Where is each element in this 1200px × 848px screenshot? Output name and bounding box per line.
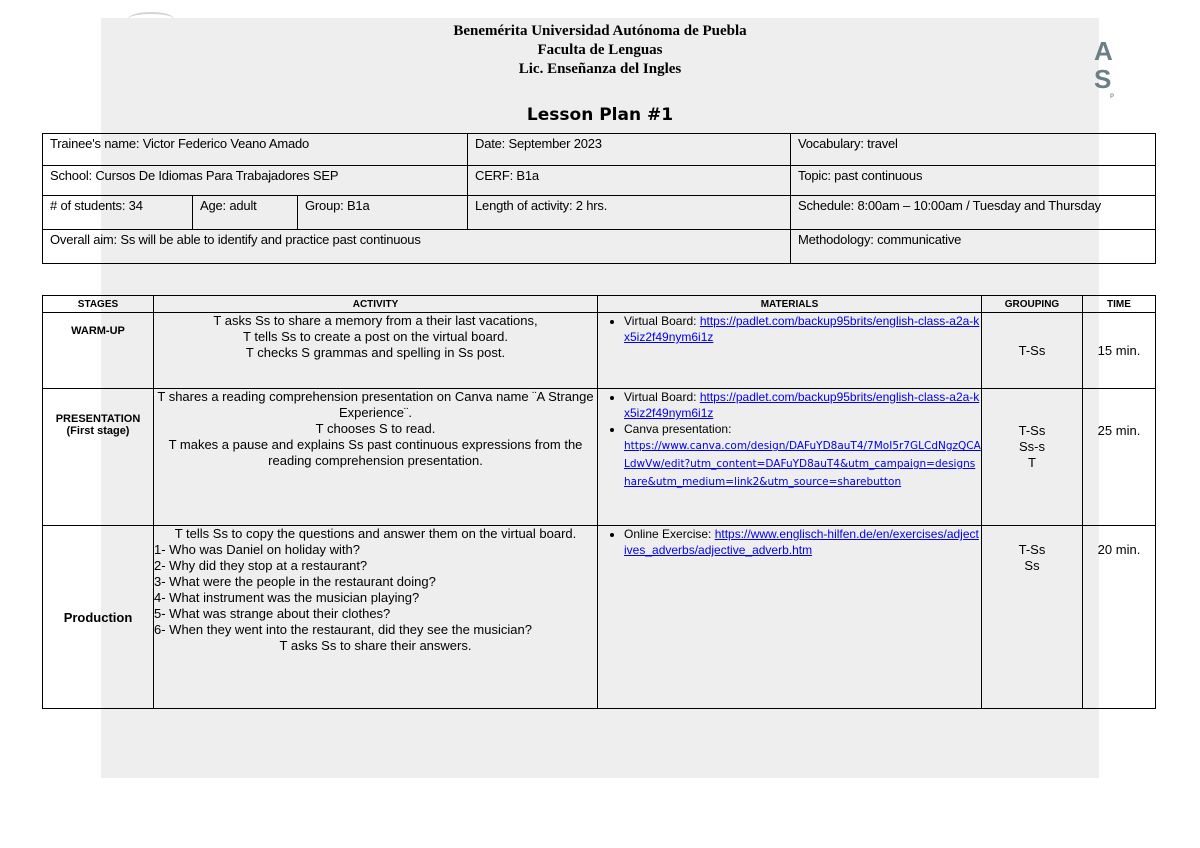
grouping-cell	[982, 389, 1083, 526]
lesson-plan-title: Lesson Plan #1	[526, 105, 674, 125]
time-cell: 20 min.	[1083, 526, 1156, 709]
document-header	[300, 22, 900, 79]
table-header-row	[43, 296, 1156, 313]
vocabulary: Vocabulary: travel	[791, 134, 1156, 166]
stage-subtitle: (First stage)	[66, 425, 130, 437]
stage-name: PRESENTATION	[55, 413, 141, 425]
stage-name: WARM-UP	[71, 325, 125, 337]
grouping-value: T-Ss	[1018, 423, 1046, 438]
info-row	[43, 230, 1156, 264]
material-item	[624, 421, 981, 491]
question-item: 3- What were the people in the restaurant doing?	[154, 574, 436, 589]
university-name: Benemérita Universidad Autónoma de Puebla	[453, 23, 747, 39]
logo-letter: A	[1094, 36, 1113, 66]
methodology: Methodology: communicative	[791, 230, 1156, 264]
activity-length: Length of activity: 2 hrs.	[468, 196, 791, 230]
activity-line: T asks Ss to share a memory from a their last vacations,	[213, 313, 538, 328]
group: Group: B1a	[298, 196, 468, 230]
activity-line: T makes a pause and explains Ss past continuous expressions from the reading comprehension presentation.	[168, 437, 583, 468]
time-cell: 15 min.	[1083, 313, 1156, 389]
exercise-link[interactable]: https://www.englisch-hilfen.de/en/exercises/adjectives_adverbs/adjective_adverb.htm	[624, 527, 979, 557]
materials-header: MATERIALS	[598, 296, 982, 313]
materials-cell	[598, 313, 982, 389]
grouping-value: Ss	[1024, 558, 1040, 573]
schedule: Schedule: 8:00am – 10:00am / Tuesday and Thursday	[791, 196, 1156, 230]
university-seal-logo	[128, 12, 174, 26]
question-list	[154, 542, 597, 638]
padlet-link[interactable]: https://padlet.com/backup95brits/english-class-a2a-kx5iz2f49nym6i1z	[624, 390, 980, 420]
stage-name: Production	[63, 609, 133, 625]
material-label: Virtual Board:	[624, 390, 700, 404]
presentation-row	[43, 389, 1156, 526]
production-row	[43, 526, 1156, 709]
stage-cell	[43, 526, 154, 709]
info-row	[43, 196, 1156, 230]
grouping-value: T-Ss	[1018, 542, 1046, 557]
materials-cell	[598, 389, 982, 526]
question-item: 2- Why did they stop at a restaurant?	[154, 558, 368, 573]
materials-cell	[598, 526, 982, 709]
date: Date: September 2023	[468, 134, 791, 166]
activity-line: T tells Ss to create a post on the virtual board.	[243, 329, 508, 344]
activity-line: T checks S grammas and spelling in Ss post.	[245, 345, 506, 360]
material-label: Canva presentation:	[624, 422, 732, 436]
material-item	[624, 313, 981, 345]
activity-line: T shares a reading comprehension presentation on Canva name ¨A Strange Experience¨.	[157, 389, 594, 420]
overall-aim: Overall aim: Ss will be able to identify and practice past continuous	[43, 230, 791, 264]
material-item	[624, 389, 981, 421]
logo-letter: P	[1110, 94, 1115, 100]
padlet-link[interactable]: https://padlet.com/backup95brits/english-class-a2a-kx5iz2f49nym6i1z	[624, 314, 980, 344]
question-item: 5- What was strange about their clothes?	[154, 606, 391, 621]
activity-line: T chooses S to read.	[315, 421, 436, 436]
faculty-logo	[1094, 38, 1122, 102]
logo-letter: S	[1094, 64, 1112, 94]
activity-line: T tells Ss to copy the questions and answer them on the virtual board.	[174, 526, 577, 541]
number-of-students: # of students: 34	[43, 196, 193, 230]
lesson-info-table	[42, 133, 1156, 264]
faculty-name: Faculta de Lenguas	[537, 42, 663, 58]
grouping-value: T	[1028, 455, 1036, 470]
material-label: Online Exercise:	[624, 527, 715, 541]
time-cell: 25 min.	[1083, 389, 1156, 526]
time-header: TIME	[1083, 296, 1156, 313]
activity-header: ACTIVITY	[154, 296, 598, 313]
activity-line: T asks Ss to share their answers.	[279, 638, 472, 653]
material-item	[624, 526, 981, 558]
cerf-level: CERF: B1a	[468, 166, 791, 196]
info-row	[43, 166, 1156, 196]
warmup-row	[43, 313, 1156, 389]
topic: Topic: past continuous	[791, 166, 1156, 196]
stages-header: STAGES	[43, 296, 154, 313]
canva-link[interactable]: https://www.canva.com/design/DAFuYD8auT4/7MoI5r7GLCdNgzQCALdwVw/edit?utm_content=DAFuYD8auT4&utm_campaign=designshare&utm_medium=link2&utm_source=sharebutton	[624, 440, 981, 488]
age: Age: adult	[193, 196, 298, 230]
lesson-stages-table	[42, 295, 1156, 709]
grouping-cell	[982, 526, 1083, 709]
trainee-name: Trainee's name: Victor Federico Veano Amado	[43, 134, 468, 166]
info-row	[43, 134, 1156, 166]
material-label: Virtual Board:	[624, 314, 700, 328]
stage-cell	[43, 389, 154, 526]
grouping-value: Ss-s	[1019, 439, 1045, 454]
stage-cell	[43, 313, 154, 389]
activity-cell	[154, 526, 598, 709]
question-item: 6- When they went into the restaurant, did they see the musician?	[154, 622, 532, 637]
program-name: Lic. Enseñanza del Ingles	[518, 61, 682, 77]
activity-cell	[154, 313, 598, 389]
school: School: Cursos De Idiomas Para Trabajadores SEP	[43, 166, 468, 196]
grouping-cell: T-Ss	[982, 313, 1083, 389]
activity-cell	[154, 389, 598, 526]
question-item: 1- Who was Daniel on holiday with?	[154, 542, 360, 557]
grouping-header: GROUPING	[982, 296, 1083, 313]
question-item: 4- What instrument was the musician playing?	[154, 590, 420, 605]
